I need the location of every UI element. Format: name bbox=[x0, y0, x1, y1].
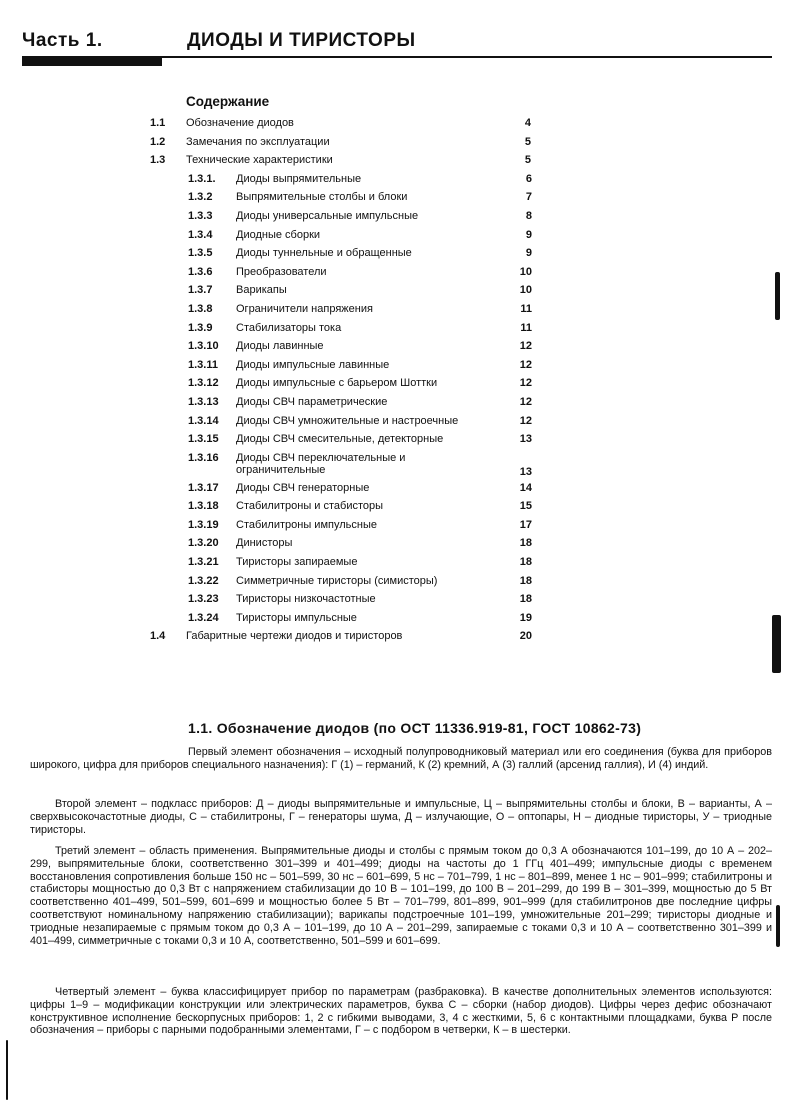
toc-item bbox=[0, 452, 796, 482]
toc-item-number: 1.3.15 bbox=[188, 433, 219, 446]
part-label: Часть 1. bbox=[22, 30, 103, 51]
toc-item-page: 6 bbox=[525, 172, 532, 185]
toc-item-number: 1.2 bbox=[150, 135, 166, 148]
toc-item-number: 1.3.11 bbox=[188, 358, 218, 371]
toc-item-page: 18 bbox=[519, 556, 532, 569]
paragraph-3 bbox=[30, 845, 772, 947]
scan-artifact bbox=[775, 272, 780, 320]
paragraph-4 bbox=[30, 986, 772, 1037]
toc-item bbox=[0, 322, 796, 341]
toc-item-number: 1.3.10 bbox=[188, 340, 219, 353]
toc-item bbox=[0, 415, 796, 434]
toc-item-number: 1.3.1. bbox=[188, 172, 216, 185]
toc-item-title: Диоды СВЧ смесительные, детекторные bbox=[236, 433, 444, 446]
toc-item bbox=[0, 500, 796, 519]
toc-item-page: 5 bbox=[524, 154, 531, 167]
toc-item-page: 11 bbox=[520, 302, 532, 315]
toc-item-number: 1.3.19 bbox=[188, 518, 219, 531]
toc-item-page: 13 bbox=[519, 433, 532, 446]
toc-item-page: 18 bbox=[519, 574, 532, 587]
toc-item-title: Тиристоры запираемые bbox=[236, 556, 358, 569]
toc-item bbox=[0, 303, 796, 322]
toc-item-page: 5 bbox=[524, 135, 531, 148]
scan-artifact bbox=[776, 905, 780, 947]
page-header bbox=[22, 30, 772, 70]
toc-item bbox=[0, 284, 796, 303]
toc-item-number: 1.3.14 bbox=[188, 414, 219, 427]
toc-item-title: Ограничители напряжения bbox=[236, 302, 373, 315]
paragraph-2 bbox=[30, 798, 772, 836]
toc-item-title: Диоды импульсные с барьером Шоттки bbox=[236, 377, 438, 390]
toc-item-title: Диоды импульсные лавинные bbox=[236, 358, 390, 371]
toc-heading: Содержание bbox=[186, 94, 270, 109]
toc-item-page: 14 bbox=[519, 481, 532, 494]
toc-item bbox=[0, 210, 796, 229]
part-title: ДИОДЫ И ТИРИСТОРЫ bbox=[187, 30, 416, 51]
toc-item bbox=[0, 266, 796, 285]
toc-item-page: 10 bbox=[519, 284, 532, 297]
toc-item-title: Динисторы bbox=[236, 537, 293, 550]
toc-item bbox=[0, 519, 796, 538]
scan-artifact bbox=[6, 1040, 8, 1100]
table-of-contents bbox=[0, 117, 796, 649]
toc-item-number: 1.3.5 bbox=[188, 247, 213, 260]
section-heading: 1.1. Обозначение диодов (по ОСТ 11336.919-81, ГОСТ 10862-73) bbox=[188, 720, 642, 736]
toc-item-page: 4 bbox=[524, 117, 531, 129]
toc-item-page: 19 bbox=[519, 611, 532, 624]
paragraph-text: Первый элемент обозначения – исходный полупроводниковый материал или его соединения (буква для приборов широкого, цифра для приборов специального назначения): Г (1) – германий, К (2) кремний, А (3) галлий (арсенид галлия), И (4) индий. bbox=[30, 746, 772, 771]
toc-item bbox=[0, 154, 796, 173]
toc-item-number: 1.3.6 bbox=[188, 265, 213, 278]
toc-item-page: 11 bbox=[520, 321, 532, 334]
toc-item-page: 20 bbox=[519, 630, 532, 643]
toc-item bbox=[0, 173, 796, 192]
toc-item bbox=[0, 556, 796, 575]
toc-item bbox=[0, 433, 796, 452]
toc-item bbox=[0, 359, 796, 378]
toc-item-title: Варикапы bbox=[236, 284, 287, 297]
header-bar bbox=[22, 56, 162, 66]
toc-item-title: Стабилитроны импульсные bbox=[236, 518, 377, 531]
toc-item-number: 1.3.20 bbox=[188, 537, 219, 550]
toc-item-page: 12 bbox=[519, 377, 532, 390]
toc-item bbox=[0, 612, 796, 631]
toc-item-number: 1.3.18 bbox=[188, 500, 219, 513]
toc-item bbox=[0, 630, 796, 649]
toc-item-number: 1.3.21 bbox=[188, 556, 219, 569]
toc-item bbox=[0, 537, 796, 556]
toc-item-number: 1.3.12 bbox=[188, 377, 219, 390]
toc-item-page: 12 bbox=[519, 414, 532, 427]
paragraph-1 bbox=[30, 746, 772, 772]
toc-item-number: 1.3.7 bbox=[188, 284, 213, 297]
toc-item-number: 1.3.3 bbox=[188, 209, 213, 222]
toc-item-number: 1.3.9 bbox=[188, 321, 213, 334]
toc-item bbox=[0, 593, 796, 612]
toc-item-title: Замечания по эксплуатации bbox=[186, 135, 330, 148]
toc-item-page: 9 bbox=[525, 228, 532, 241]
toc-item bbox=[0, 377, 796, 396]
toc-item-title: Стабилизаторы тока bbox=[236, 321, 342, 334]
toc-item bbox=[0, 229, 796, 248]
toc-item-number: 1.3.4 bbox=[188, 228, 213, 241]
toc-item bbox=[0, 117, 796, 136]
toc-item-number: 1.3.24 bbox=[188, 611, 219, 624]
toc-item-title: Диоды туннельные и обращенные bbox=[236, 247, 412, 260]
toc-item-title: Тиристоры импульсные bbox=[236, 611, 357, 624]
toc-item-page: 15 bbox=[519, 500, 532, 513]
toc-item-title: Диоды СВЧ генераторные bbox=[236, 481, 370, 494]
toc-item-page: 18 bbox=[519, 537, 532, 550]
toc-item-title: Диоды СВЧ переключательные и ограничительные bbox=[236, 451, 406, 476]
toc-item-number: 1.4 bbox=[150, 630, 166, 643]
toc-item-page: 7 bbox=[525, 191, 532, 204]
toc-item-page: 8 bbox=[525, 209, 532, 222]
paragraph-text: Третий элемент – область применения. Выпрямительные диоды и столбы с прямым током до 0,3 А обозначаются 101–199, до 10 А – 202–299, выпрямительные блоки, соответственно 301–399 и 401–499; диоды на частоты до 1 ГГц 401–499; импульсные диоды с временем восстановления сопротивления больше 150 нс – 501–599, 30 нс – 601–699, 5 нс – 701–799, 1 нс – 801–899, менее 1 нс – 901–999; стабилитроны и стабисторы мощностью до 0,3 Вт с напряжением стабилизации до 10 В – 101–199, до 100 В – 201–299, до 199 В – 301–399, мощностью до 5 Вт соответственно 401–499, 501–599, 601–699 и мощностью более 5 Вт – 701–799, 801–899, 901–999 (для стабилитронов две последние цифры соответствуют номинальному напряжению стабилизации); варикапы подстроечные 101–199, умножительные 201–299; тиристоры диодные и триодные незапираемые с прямым током до 0,3 А – 101–199, до 10 А – 201–299, запираемые с токами 0,3 и 10 А – соответственно 301–399 и 401–499, симметричные с токами 0,3 и 10 А, соответственно, 501–599 и 601–699. bbox=[30, 845, 772, 947]
toc-item-title: Преобразователи bbox=[236, 265, 327, 278]
paragraph-text: Второй элемент – подкласс приборов: Д – диоды выпрямительные и импульсные, Ц – выпрямительны столбы и блоки, В – варианты, А – сверхвысокочастотные диоды, С – стабилитроны, Г – генераторы шума, Д – излучающие, О – оптопары, Н – диодные тиристоры, У – триодные тиристоры. bbox=[30, 798, 772, 836]
toc-item-title: Выпрямительные столбы и блоки bbox=[236, 191, 408, 204]
toc-item-page: 12 bbox=[519, 395, 532, 408]
toc-item-page: 9 bbox=[525, 247, 532, 260]
toc-item-title: Диоды выпрямительные bbox=[236, 172, 362, 185]
toc-item-title: Тиристоры низкочастотные bbox=[236, 593, 376, 606]
toc-item-title: Габаритные чертежи диодов и тиристоров bbox=[186, 630, 403, 643]
toc-item-page: 17 bbox=[519, 518, 532, 531]
toc-item-number: 1.3.16 bbox=[188, 451, 219, 464]
toc-item-title: Диоды универсальные импульсные bbox=[236, 209, 419, 222]
toc-item-number: 1.3.2 bbox=[188, 191, 213, 204]
toc-item-title: Диоды СВЧ умножительные и настроечные bbox=[236, 414, 459, 427]
toc-item bbox=[0, 396, 796, 415]
toc-item-number: 1.3.17 bbox=[188, 481, 219, 494]
toc-item-number: 1.3.8 bbox=[188, 302, 213, 315]
toc-item bbox=[0, 247, 796, 266]
scan-artifact bbox=[772, 615, 781, 673]
toc-item-title: Диоды лавинные bbox=[236, 340, 324, 353]
toc-item-number: 1.3.23 bbox=[188, 593, 219, 606]
toc-item-page: 12 bbox=[519, 340, 532, 353]
toc-item-title: Обозначение диодов bbox=[186, 117, 294, 129]
paragraph-text: Четвертый элемент – буква классифицирует прибор по параметрам (разбраковка). В качестве дополнительных элементов используются: цифры 1–9 – модификации конструкции или электрических параметров, буква С – сборки (набор диодов). Цифры через дефис обозначают конструктивное исполнение бескорпусных приборов: 1, 2 с гибкими выводами, 3, 4 с жесткими, 5, 6 с контактными площадками, буква Р после обозначения – приборы с парными подобранными элементами, Г – с подбором в четверки, К – в шестерки. bbox=[30, 986, 772, 1037]
toc-item-page: 18 bbox=[519, 593, 532, 606]
toc-item bbox=[0, 482, 796, 501]
toc-item-number: 1.3.13 bbox=[188, 395, 219, 408]
toc-item-title: Симметричные тиристоры (симисторы) bbox=[236, 574, 438, 587]
toc-item-number: 1.1 bbox=[150, 117, 166, 129]
toc-item-page: 10 bbox=[519, 265, 532, 278]
toc-item-title: Диоды СВЧ параметрические bbox=[236, 395, 388, 408]
toc-item-number: 1.3.22 bbox=[188, 574, 219, 587]
toc-item bbox=[0, 340, 796, 359]
toc-item bbox=[0, 575, 796, 594]
toc-item bbox=[0, 136, 796, 155]
toc-item-title: Технические характеристики bbox=[186, 154, 333, 167]
toc-item-number: 1.3 bbox=[150, 154, 166, 167]
toc-item-title: Стабилитроны и стабисторы bbox=[236, 500, 384, 513]
toc-item-page: 12 bbox=[519, 358, 532, 371]
toc-item-page: 13 bbox=[519, 465, 532, 478]
toc-item-title: Диодные сборки bbox=[236, 228, 321, 241]
toc-item bbox=[0, 191, 796, 210]
